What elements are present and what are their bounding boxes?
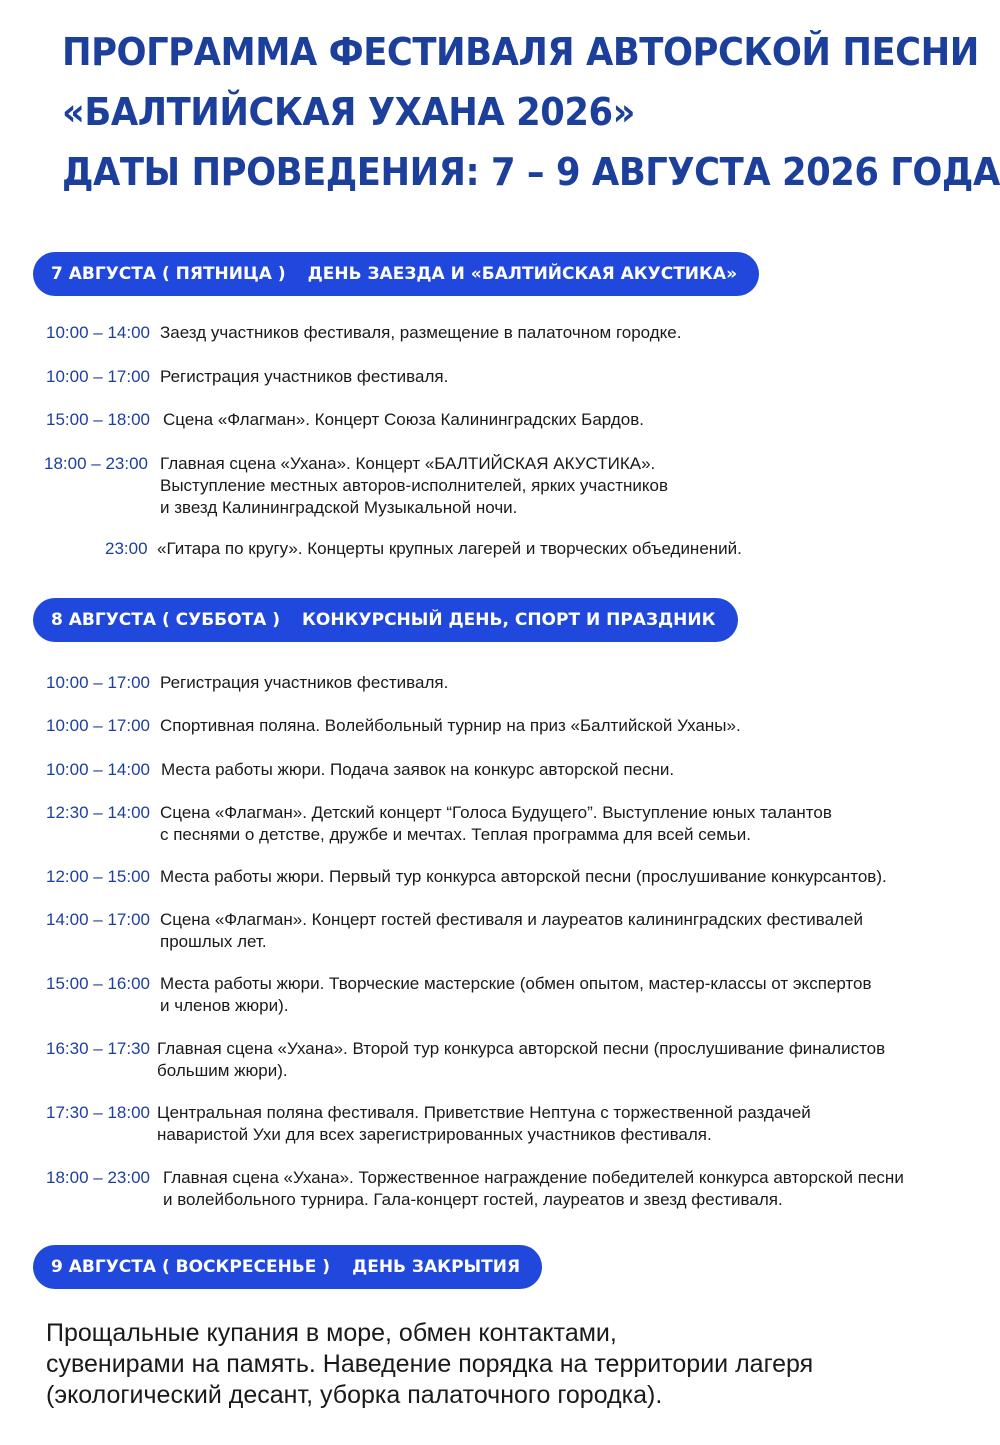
day-header-aug-9: [33, 1245, 542, 1289]
event-time: 15:00 – 18:00: [46, 410, 150, 429]
event-time: 18:00 – 23:00: [46, 1168, 150, 1187]
event-time: 10:00 – 17:00: [46, 367, 150, 386]
day-theme: ДЕНЬ ЗАКРЫТИЯ: [352, 1257, 521, 1277]
event-description: Регистрация участников фестиваля.: [160, 673, 449, 692]
event-description: Спортивная поляна. Волейбольный турнир на приз «Балтийской Уханы».: [160, 716, 741, 735]
event-time: 12:00 – 15:00: [46, 867, 150, 886]
event-time: 10:00 – 14:00: [46, 760, 150, 779]
event-time: 12:30 – 14:00: [46, 803, 150, 822]
event-description: Сцена «Флагман». Концерт Союза Калининградских Бардов.: [163, 410, 644, 429]
event-description: Главная сцена «Ухана». Торжественное награждение победителей конкурса авторской песни и волейбольного турнира. Гала-концерт гостей, лауреатов и звезд фестиваля.: [163, 1168, 904, 1209]
event-time: 10:00 – 14:00: [46, 323, 150, 342]
page-title: [62, 22, 1000, 202]
event-time: 17:30 – 18:00: [46, 1103, 150, 1122]
event-description: Центральная поляна фестиваля. Приветствие Нептуна с торжественной раздачей наваристой Ухи для всех зарегистрированных участников фестиваля.: [157, 1103, 811, 1144]
day-label: 8 АВГУСТА ( СУББОТА ): [51, 610, 281, 630]
event-time: 16:30 – 17:30: [46, 1039, 150, 1058]
event-description: Места работы жюри. Творческие мастерские (обмен опытом, мастер-классы от экспертов и членов жюри).: [160, 974, 872, 1015]
closing-description: Прощальные купания в море, обмен контактами, сувенирами на память. Наведение порядка на территории лагеря (экологический десант, уборка палаточного городка).: [46, 1319, 814, 1409]
day-label: 9 АВГУСТА ( ВОСКРЕСЕНЬЕ ): [51, 1257, 331, 1277]
title-line-1: ПРОГРАММА ФЕСТИВАЛЯ АВТОРСКОЙ ПЕСНИ: [62, 30, 979, 74]
event-description: Сцена «Флагман». Концерт гостей фестиваля и лауреатов калининградских фестивалей прошлых лет.: [160, 910, 863, 951]
event-description: Места работы жюри. Первый тур конкурса авторской песни (прослушивание конкурсантов).: [160, 867, 887, 886]
event-description: Регистрация участников фестиваля.: [160, 367, 449, 386]
day-theme: ДЕНЬ ЗАЕЗДА И «БАЛТИЙСКАЯ АКУСТИКА»: [307, 264, 738, 284]
day-label: 7 АВГУСТА ( ПЯТНИЦА ): [51, 264, 286, 284]
event-description: Сцена «Флагман». Детский концерт “Голоса Будущего”. Выступление юных талантов с песнями о детстве, дружбе и мечтах. Теплая программа для всей семьи.: [160, 803, 832, 844]
event-description: «Гитара по кругу». Концерты крупных лагерей и творческих объединений.: [157, 539, 742, 558]
event-time: 23:00: [105, 539, 148, 558]
day-header-aug-7: [33, 252, 759, 296]
event-time: 10:00 – 17:00: [46, 673, 150, 692]
event-time: 14:00 – 17:00: [46, 910, 150, 929]
day-theme: КОНКУРСНЫЙ ДЕНЬ, СПОРТ И ПРАЗДНИК: [302, 610, 716, 630]
event-time: 18:00 – 23:00: [44, 454, 148, 473]
title-line-3: ДАТЫ ПРОВЕДЕНИЯ: 7 – 9 АВГУСТА 2026 ГОДА: [62, 150, 1000, 194]
event-time: 15:00 – 16:00: [46, 974, 150, 993]
event-description: Заезд участников фестиваля, размещение в палаточном городке.: [160, 323, 682, 342]
event-description: Главная сцена «Ухана». Концерт «БАЛТИЙСКАЯ АКУСТИКА». Выступление местных авторов-исполнителей, ярких участников и звезд Калининградской Музыкальной ночи.: [160, 454, 668, 517]
title-line-2: «БАЛТИЙСКАЯ УХАНА 2026»: [62, 90, 635, 134]
day-header-aug-8: [33, 598, 738, 642]
event-time: 10:00 – 17:00: [46, 716, 150, 735]
event-description: Места работы жюри. Подача заявок на конкурс авторской песни.: [161, 760, 675, 779]
event-description: Главная сцена «Ухана». Второй тур конкурса авторской песни (прослушивание финалистов большим жюри).: [157, 1039, 886, 1080]
